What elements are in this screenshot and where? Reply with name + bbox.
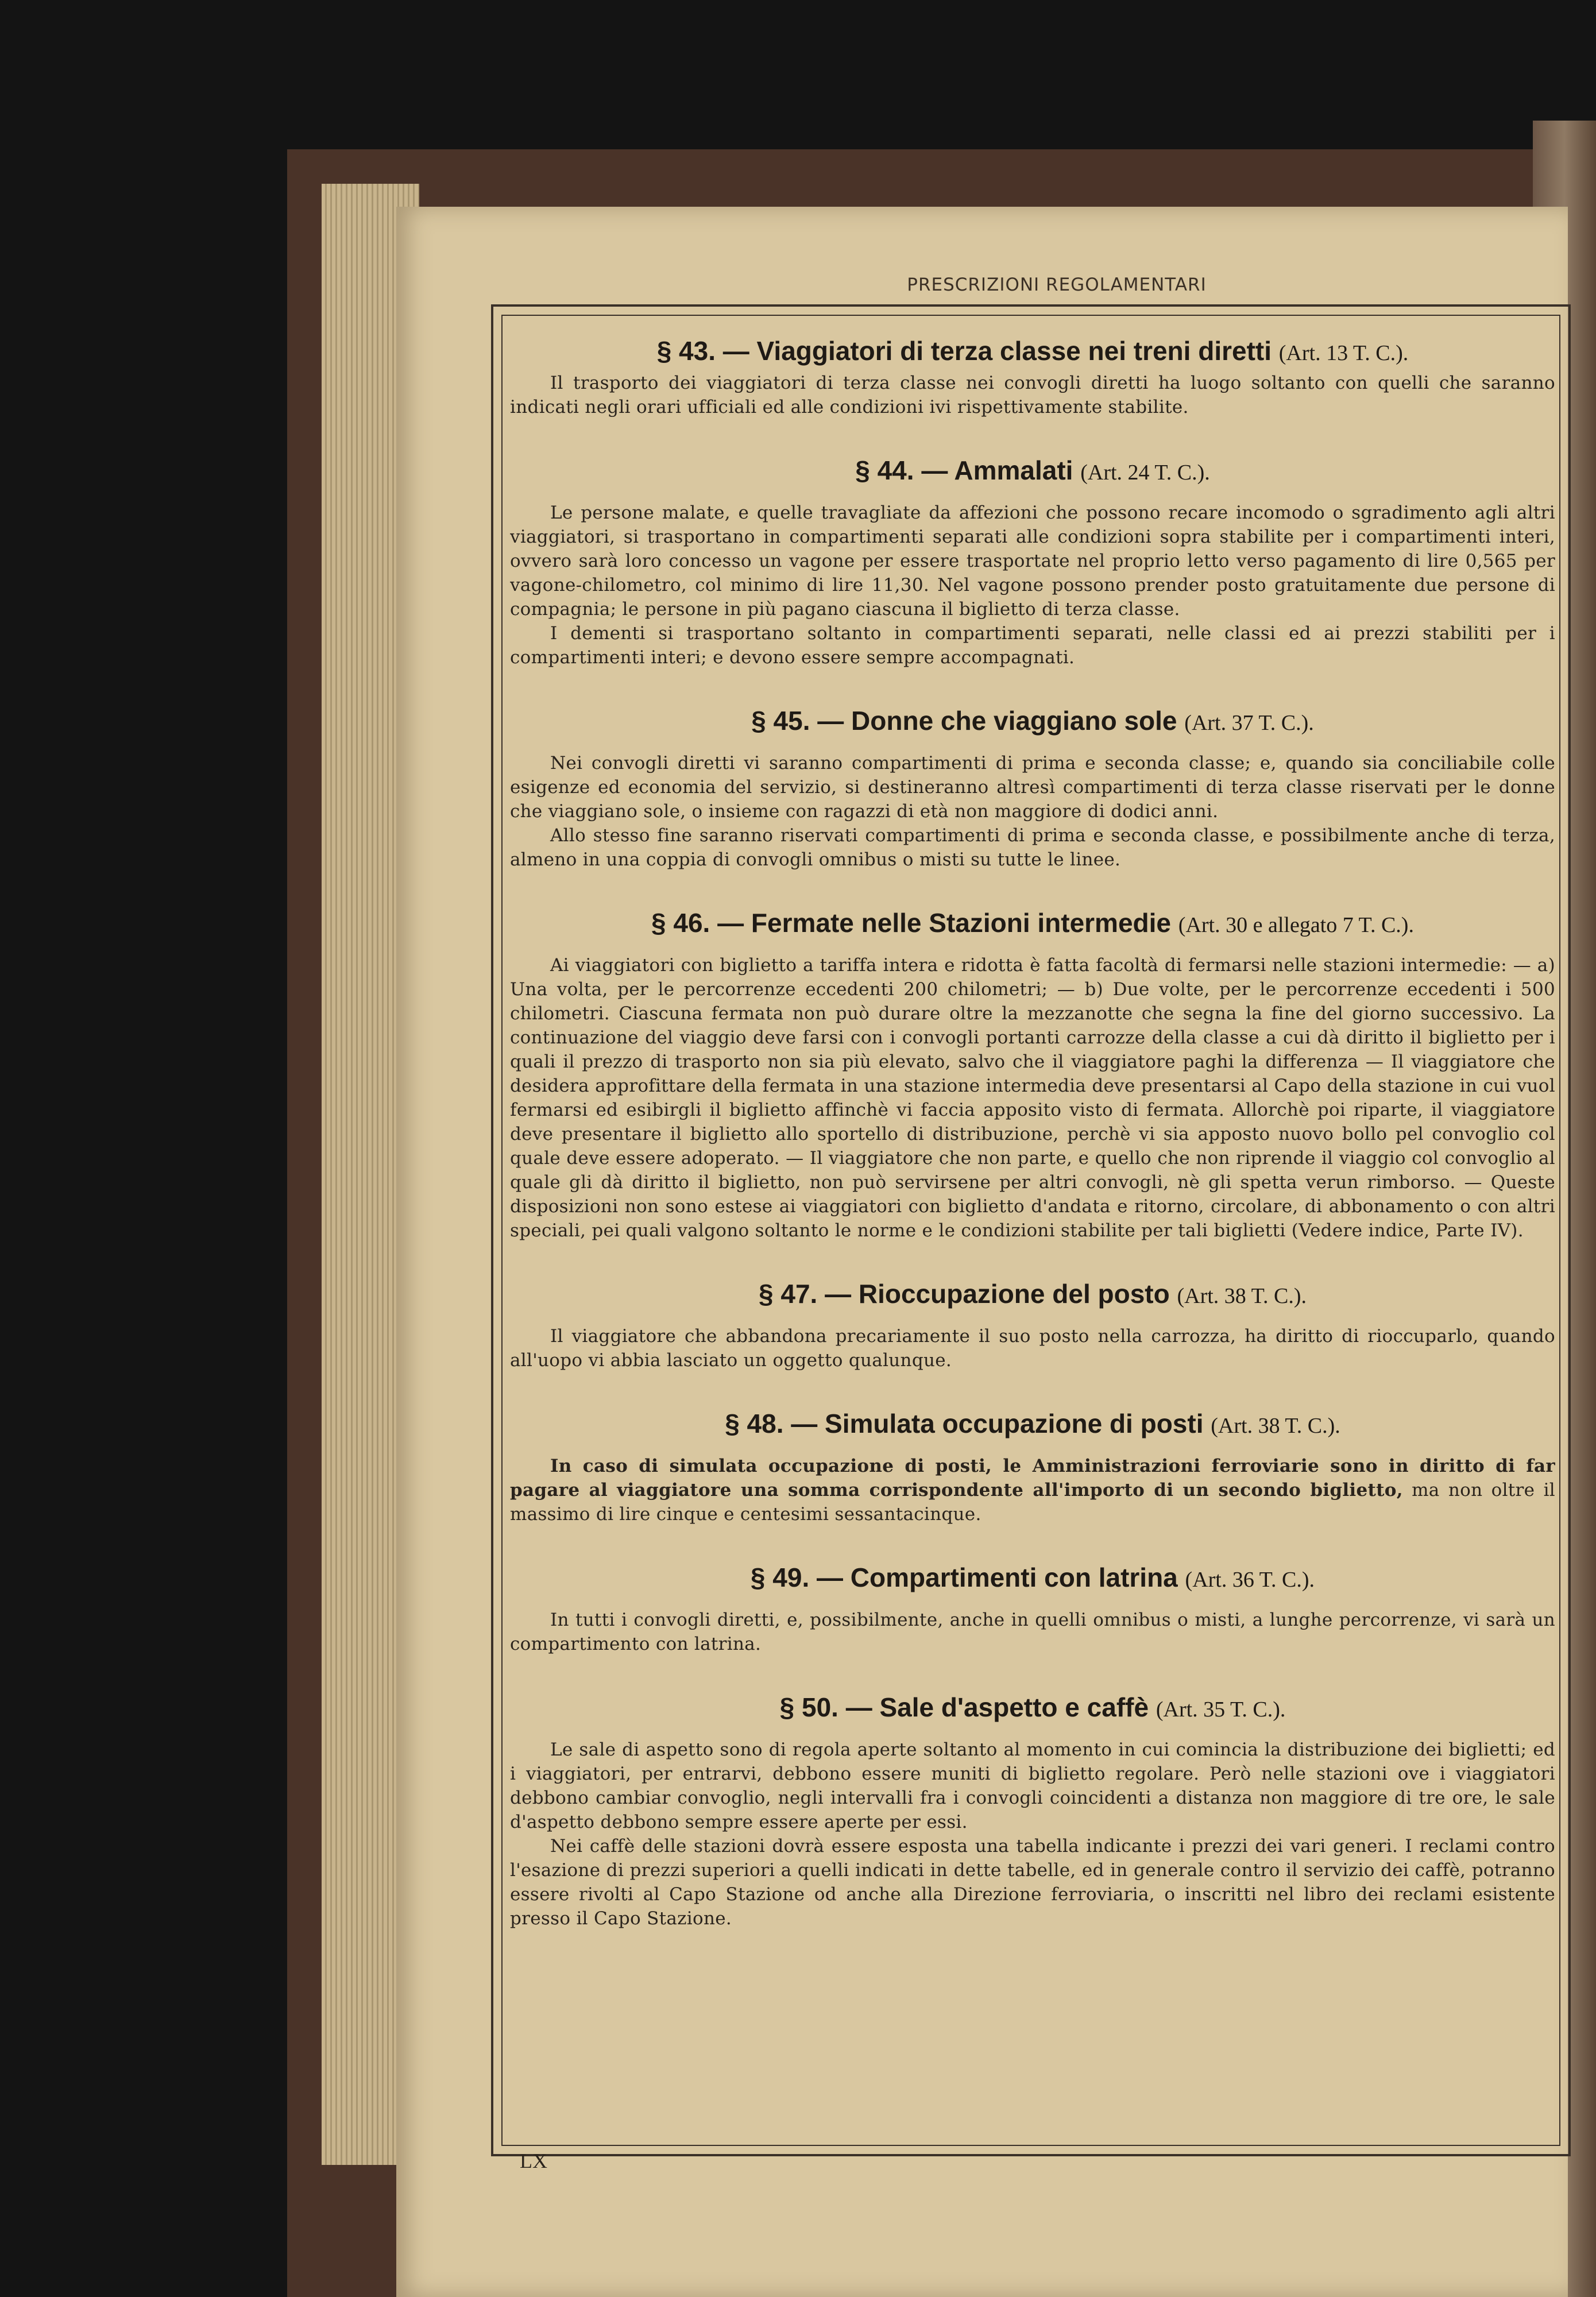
page-content <box>510 333 1555 2136</box>
paragraph: Il viaggiatore che abbandona precariamente il suo posto nella carrozza, ha diritto di rioccuparlo, quando all'uopo vi abbia lasciato un oggetto qualunque. <box>510 1326 1555 1371</box>
section-heading: § 50. — Sale d'aspetto e caffè (Art. 35 T. C.). <box>779 1692 1286 1722</box>
section-heading: § 49. — Compartimenti con latrina (Art. 36 T. C.). <box>750 1563 1315 1592</box>
section-heading: § 47. — Rioccupazione del posto (Art. 38 T. C.). <box>759 1279 1307 1309</box>
paragraph: I dementi si trasportano soltanto in compartimenti separati, nelle classi ed ai prezzi stabiliti per i compartimenti interi; e devono essere sempre accompagnati. <box>510 623 1555 668</box>
paragraph: Il trasporto dei viaggiatori di terza classe nei convogli diretti ha luogo soltanto con quelli che saranno indicati negli orari ufficiali ed alle condizioni ivi rispettivamente stabilite. <box>510 373 1555 417</box>
page-number: LX <box>520 2149 547 2172</box>
paragraph: Ai viaggiatori con biglietto a tariffa intera e ridotta è fatta facoltà di fermarsi nelle stazioni intermedie: — a) Una volta, per le percorrenze eccedenti 200 chilometri; — b) Due volte, per le percorrenze eccedenti i 500 chilometri. Ciascuna fermata non può durare oltre la mezzanotte che segna la fine del giorno successivo. La continuazione del viaggio deve farsi con i convogli portanti carrozze della classe a cui dà diritto il biglietto per i quali il prezzo di trasporto non sia più elevato, salvo che il viaggiatore paghi la differenza — Il viaggiatore che desidera approfittare della fermata in una stazione intermedia deve presentarsi al Capo della stazione in cui vuol fermarsi ed esibirgli il biglietto affinchè vi faccia apposito visto di fermata. Allorchè poi riparte, il viaggiatore deve presentare il biglietto allo sportello di distribuzione, perchè vi sia apposto nuovo bollo pel convoglio col quale deve essere adoperato. — Il viaggiatore che non parte, e quello che non riprende il viaggio col convoglio al quale gli dà diritto il biglietto, non può servirsene per altri convogli, nè gli spetta verun rimborso. — Queste disposizioni non sono estese ai viaggiatori con biglietto d'andata e ritorno, circolare, di abbonamento o con altri speciali, pei quali valgono soltanto le norme e le condizioni stabilite per tali biglietti (Vedere indice, Parte IV). <box>510 955 1555 1241</box>
paragraph: Nei caffè delle stazioni dovrà essere esposta una tabella indicante i prezzi dei vari generi. I reclami contro l'esazione di prezzi superiori a quelli indicati in dette tabelle, ed in generale contro il servizio dei caffè, potranno essere rivolti al Capo Stazione od anche alla Direzione ferroviaria, o inscritti nel libro dei reclami esistente presso il Capo Stazione. <box>510 1836 1555 1929</box>
section-heading: § 46. — Fermate nelle Stazioni intermedie (Art. 30 e allegato 7 T. C.). <box>651 908 1414 938</box>
paragraph <box>510 1454 1555 1526</box>
paragraph: Le persone malate, e quelle travagliate da affezioni che possono recare incomodo o sgradimento agli altri viaggiatori, si trasportano in compartimenti separati alle condizioni sopra stabilite per i compartimenti interi, ovvero sarà loro concesso un vagone per essere trasportate nel proprio letto verso pagamento di lire 0,565 per vagone-chilometro, col minimo di lire 11,30. Nel vagone possono prender posto gratuitamente due persone di compagnia; le persone in più pagano ciascuna il biglietto di terza classe. <box>510 502 1555 620</box>
paragraph: Allo stesso fine saranno riservati compartimenti di prima e seconda classe, e possibilmente anche di terza, almeno in una coppia di convogli omnibus o misti su tutte le linee. <box>510 825 1555 870</box>
section-heading: § 48. — Simulata occupazione di posti (Art. 38 T. C.). <box>725 1409 1340 1438</box>
paragraph: Le sale di aspetto sono di regola aperte soltanto al momento in cui comincia la distribuzione dei biglietti; ed i viaggiatori, per entrarvi, debbono essere muniti di biglietto regolare. Però nelle stazioni ove i viaggiatori debbono cambiar convoglio, negli intervalli fra i convogli coincidenti a distanza non maggiore di tre ore, le sale d'aspetto debbono sempre essere aperte per essi. <box>510 1739 1555 1832</box>
section-heading: § 44. — Ammalati (Art. 24 T. C.). <box>855 455 1210 485</box>
paragraph: Nei convogli diretti vi saranno compartimenti di prima e seconda classe; e, quando sia conciliabile colle esigenze ed economia del servizio, si destineranno altresì compartimenti di terza classe riservati per le donne che viaggiano sole, o insieme con ragazzi di età non maggiore di dodici anni. <box>510 753 1555 822</box>
bold-lead-text: In caso di simulata occupazione di posti, le Amministrazioni ferroviarie sono in diritto di far pagare al viaggiatore una somma corrispondente all'importo di un secondo biglietto, <box>510 1456 1555 1501</box>
paragraph: In tutti i convogli diretti, e, possibilmente, anche in quelli omnibus o misti, a lunghe percorrenze, vi sarà un compartimento con latrina. <box>510 1610 1555 1654</box>
section-heading: § 43. — Viaggiatori di terza classe nei treni diretti (Art. 13 T. C.). <box>656 336 1409 366</box>
section-heading: § 45. — Donne che viaggiano sole (Art. 37 T. C.). <box>751 706 1314 736</box>
running-title: PRESCRIZIONI REGOLAMENTARI <box>907 274 1207 295</box>
paragraph-tail: ma non oltre il massimo di lire cinque e centesimi sessantacinque. <box>510 1480 1555 1525</box>
